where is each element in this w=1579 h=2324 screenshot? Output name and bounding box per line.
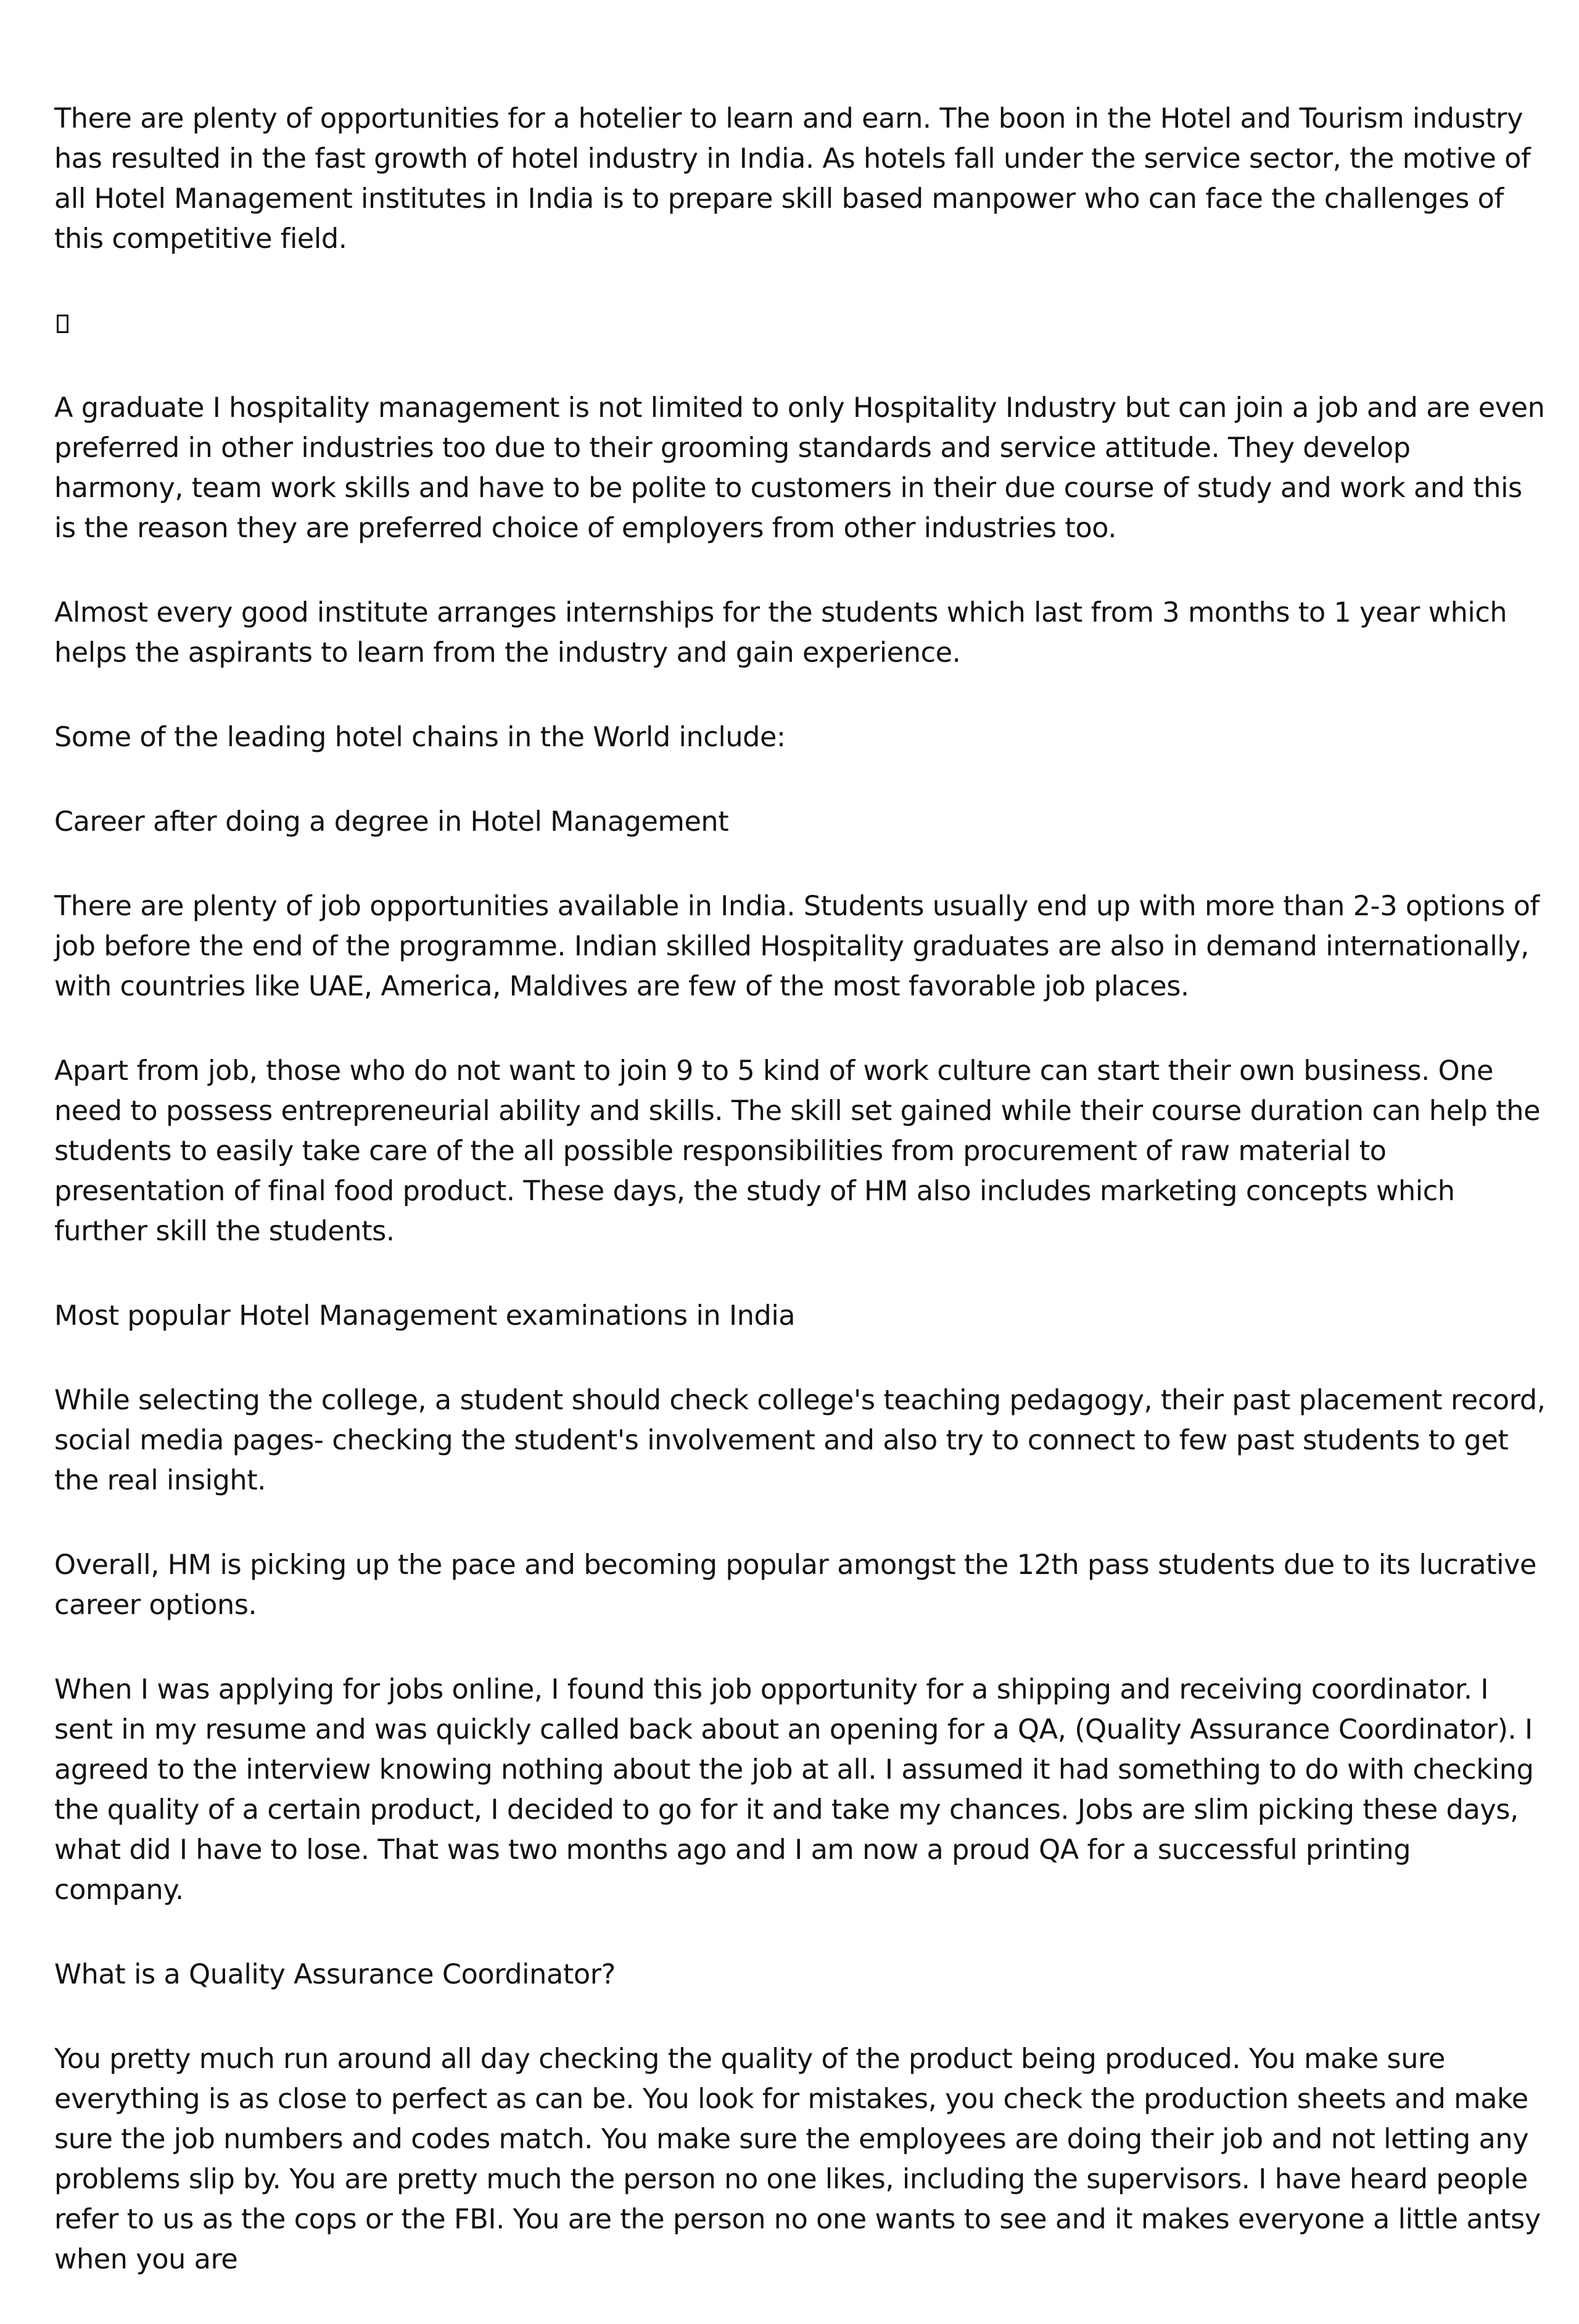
paragraph-job-story: When I was applying for jobs online, I found this job opportunity for a shipping and receiving coordinator. I sent in my resume and was quickly called back about an opening for a QA, (Quality Assurance Coordinator). I agreed to the interview knowing nothing about the job at all. I assumed it had something to do with checking the quality of a certain product, I decided to go for it and take my chances. Jobs are slim picking these days, what did I have to lose. That was two months ago and I am now a proud QA for a successful printing company.: [54, 1674, 1534, 1906]
document-body: [54, 99, 1547, 2324]
paragraph-own-business: Apart from job, those who do not want to join 9 to 5 kind of work culture can start their own business. One need to possess entrepreneurial ability and skills. The skill set gained while their course duration can help the students to easily take care of the all possible responsibilities from procurement of raw material to presentation of final food product. These days, the study of HM also includes marketing concepts which further skill the students.: [54, 1055, 1541, 1247]
paragraph-qa-heading: What is a Quality Assurance Coordinator?: [54, 1959, 616, 1990]
paragraph-overall: Overall, HM is picking up the pace and becoming popular amongst the 12th pass students due to its lucrative career options.: [54, 1549, 1536, 1621]
paragraph-exams-heading: Most popular Hotel Management examinations in India: [54, 1300, 796, 1332]
missing-glyph-icon: [57, 315, 68, 333]
paragraph-hotel-chains: Some of the leading hotel chains in the World include:: [54, 722, 786, 753]
paragraph-job-opportunities: There are plenty of job opportunities available in India. Students usually end up with more than 2-3 options of job before the end of the programme. Indian skilled Hospitality graduates are also in demand internationally, with countries like UAE, America, Maldives are few of the most favorable job places.: [54, 891, 1540, 1002]
paragraph-career-heading: Career after doing a degree in Hotel Management: [54, 806, 729, 838]
paragraph-internships: Almost every good institute arranges internships for the students which last from 3 months to 1 year which helps the aspirants to learn from the industry and gain experience.: [54, 597, 1507, 669]
paragraph-college-selection: While selecting the college, a student should check college's teaching pedagogy, their past placement record, social media pages- checking the student's involvement and also try to connect to few past students to get the real insight.: [54, 1385, 1546, 1496]
paragraph-intro: There are plenty of opportunities for a hotelier to learn and earn. The boon in the Hotel and Tourism industry has resulted in the fast growth of hotel industry in India. As hotels fall under the service sector, the motive of all Hotel Management institutes in India is to prepare skill based manpower who can face the challenges of this competitive field.: [54, 103, 1531, 255]
paragraph-qa-description: You pretty much run around all day checking the quality of the product being produced. You make sure everything is as close to perfect as can be. You look for mistakes, you check the production sheets and make sure the job numbers and codes match. You make sure the employees are doing their job and not letting any problems slip by. You are pretty much the person no one likes, including the supervisors. I have heard people refer to us as the cops or the FBI. You are the person no one wants to see and it makes everyone a little antsy when you are: [54, 2043, 1541, 2275]
missing-glyph-line: [54, 303, 1547, 344]
paragraph-graduate: A graduate I hospitality management is not limited to only Hospitality Industry but can join a job and are even preferred in other industries too due to their grooming standards and service attitude. They develop harmony, team work skills and have to be polite to customers in their due course of study and work and this is the reason they are preferred choice of employers from other industries too.: [54, 392, 1545, 544]
